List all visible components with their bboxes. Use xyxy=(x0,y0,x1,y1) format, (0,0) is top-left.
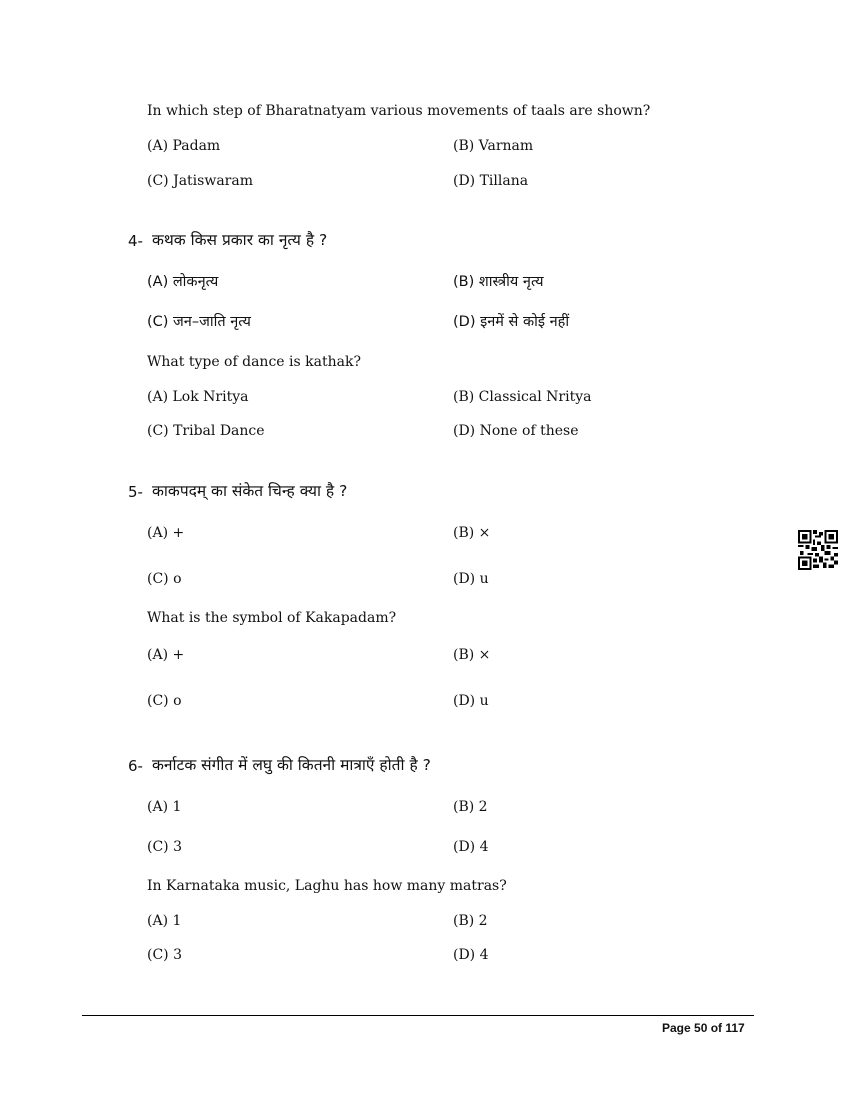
q5-english-option-d: (D) u xyxy=(453,693,489,709)
q5-hindi-option-b: (B) × xyxy=(453,525,491,541)
q6-hindi-option-d: (D) 4 xyxy=(453,839,489,855)
q6-hindi-text: कर्नाटक संगीत में लघु की कितनी मात्राएँ होती है ? xyxy=(152,756,431,774)
q5-hindi-option-c: (C) o xyxy=(147,571,182,587)
q6-hindi-option-b: (B) 2 xyxy=(453,799,488,815)
q5-hindi-option-d: (D) u xyxy=(453,571,489,587)
q6-hindi-option-c: (C) 3 xyxy=(147,839,182,855)
q4-english-option-c: (C) Tribal Dance xyxy=(147,423,265,439)
q4-hindi-option-c: (C) जन–जाति नृत्य xyxy=(147,314,251,330)
q6-english-text: In Karnataka music, Laghu has how many matras? xyxy=(147,878,507,894)
q5-english-text: What is the symbol of Kakapadam? xyxy=(147,610,397,626)
q6-english-option-b: (B) 2 xyxy=(453,913,488,929)
q3-english-option-b: (B) Varnam xyxy=(453,138,534,154)
q4-hindi-option-b: (B) शास्त्रीय नृत्य xyxy=(453,274,544,290)
q4-hindi-text: कथक किस प्रकार का नृत्य है ? xyxy=(152,231,328,249)
q5-hindi-option-a: (A) + xyxy=(147,525,185,541)
q3-english-text: In which step of Bharatnatyam various movements of taals are shown? xyxy=(147,103,651,119)
q4-number: 4- xyxy=(128,232,143,250)
q4-hindi-option-a: (A) लोकनृत्य xyxy=(147,274,219,290)
q5-english-option-a: (A) + xyxy=(147,647,185,663)
footer-divider xyxy=(82,1015,754,1016)
q3-english-option-d: (D) Tillana xyxy=(453,173,529,189)
q5-number: 5- xyxy=(128,483,143,501)
q6-hindi-option-a: (A) 1 xyxy=(147,799,182,815)
q4-english-text: What type of dance is kathak? xyxy=(147,354,361,370)
page-number: Page 50 of 117 xyxy=(662,1021,745,1035)
q6-english-option-a: (A) 1 xyxy=(147,913,182,929)
q4-english-option-a: (A) Lok Nritya xyxy=(147,389,249,405)
q4-english-option-d: (D) None of these xyxy=(453,423,579,439)
q5-english-option-c: (C) o xyxy=(147,693,182,709)
qr-code-icon xyxy=(798,530,838,570)
q4-english-option-b: (B) Classical Nritya xyxy=(453,389,592,405)
q4-hindi-option-d: (D) इनमें से कोई नहीं xyxy=(453,314,570,330)
q6-number: 6- xyxy=(128,757,143,775)
q6-english-option-c: (C) 3 xyxy=(147,947,182,963)
q6-english-option-d: (D) 4 xyxy=(453,947,489,963)
q5-english-option-b: (B) × xyxy=(453,647,491,663)
q3-english-option-c: (C) Jatiswaram xyxy=(147,173,253,189)
q3-english-option-a: (A) Padam xyxy=(147,138,221,154)
q5-hindi-text: काकपदम् का संकेत चिन्ह क्या है ? xyxy=(152,482,348,500)
